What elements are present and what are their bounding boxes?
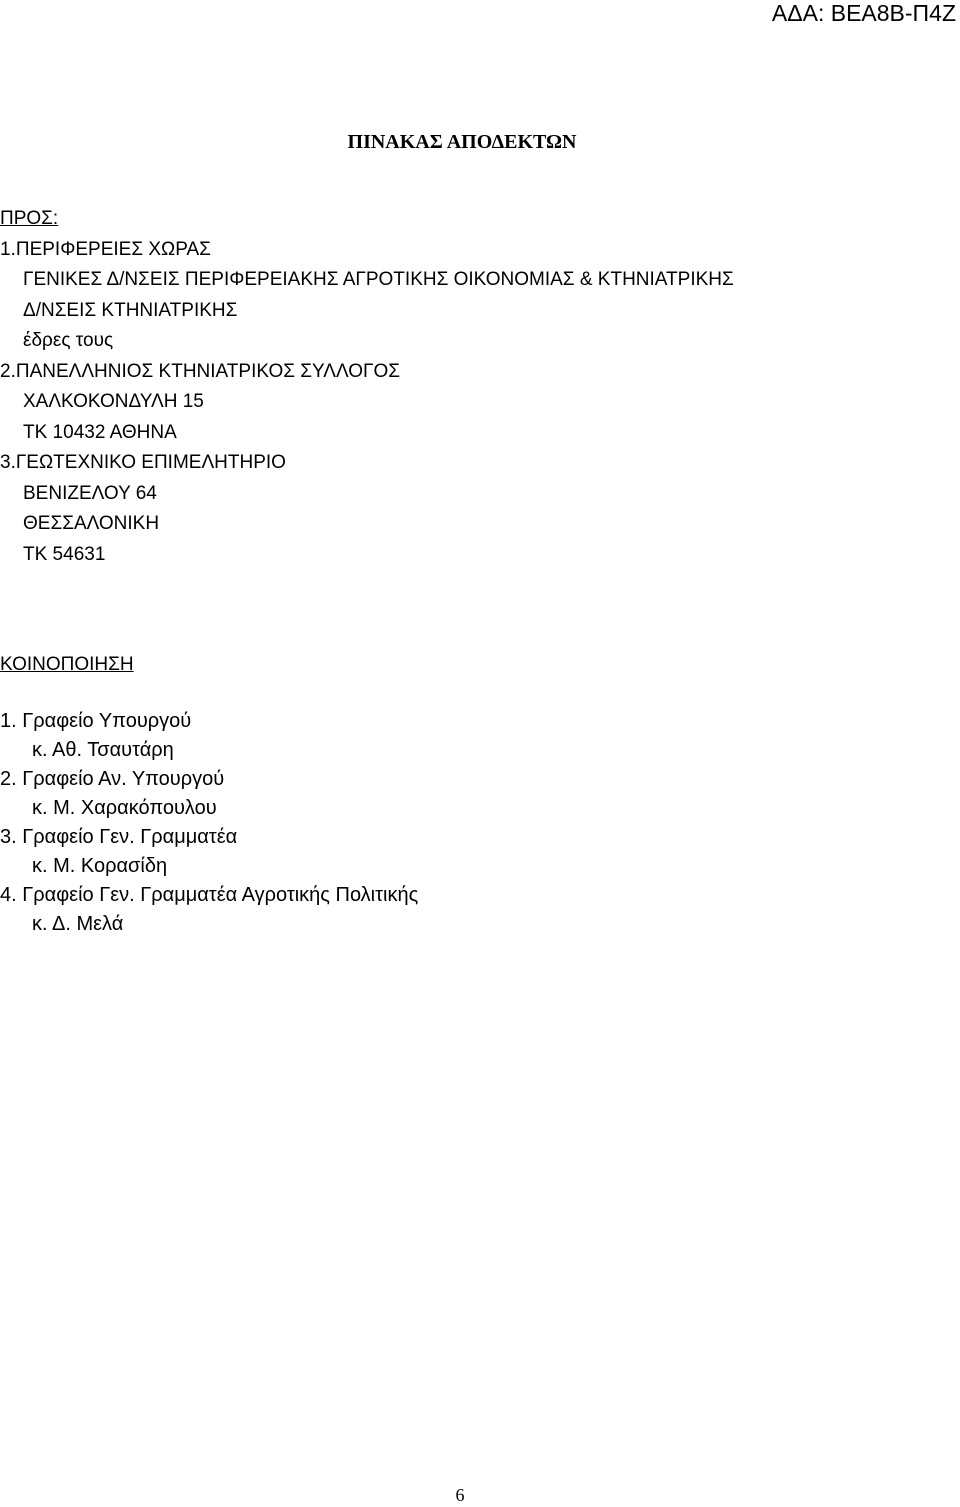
notification-2-office: 2. Γραφείο Αν. Υπουργού [0,768,225,790]
recipient-3-name: 3.ΓΕΩΤΕΧΝΙΚΟ ΕΠΙΜΕΛΗΤΗΡΙΟ [0,452,286,473]
recipient-3-line-2: ΘΕΣΣΑΛΟΝΙΚΗ [23,513,160,534]
notification-1-office: 1. Γραφείο Υπουργού [0,710,192,732]
notification-1-person: κ. Αθ. Τσαυτάρη [32,739,174,761]
recipient-2-line-1: ΧΑΛΚΟΚΟΝΔΥΛΗ 15 [23,391,204,412]
recipients-section [0,204,734,570]
notification-3-office: 3. Γραφείο Γεν. Γραμματέα [0,826,238,848]
document-title: ΠΙΝΑΚΑΣ ΑΠΟΔΕΚΤΩΝ [347,131,577,153]
recipient-1-line-2: Δ/ΝΣΕΙΣ ΚΤΗΝΙΑΤΡΙΚΗΣ [23,299,238,321]
page-number: 6 [455,1485,465,1505]
notification-3-person: κ. Μ. Κορασίδη [32,855,168,877]
notification-2-person: κ. Μ. Χαρακόπουλου [32,797,217,819]
recipient-3-line-3: ΤΚ 54631 [23,543,106,565]
recipient-1-line-1: ΓΕΝΙΚΕΣ Δ/ΝΣΕΙΣ ΠΕΡΙΦΕΡΕΙΑΚΗΣ ΑΓΡΟΤΙΚΗΣ ΟΙΚΟΝΟΜΙΑΣ & ΚΤΗΝΙΑΤΡΙΚΗΣ [23,269,734,290]
notification-4-person: κ. Δ. Μελά [32,913,124,935]
notification-heading: ΚΟΙΝΟΠΟΙΗΣΗ [0,654,134,675]
notification-heading-block [0,650,134,681]
recipient-2-name: 2.ΠΑΝΕΛΛΗΝΙΟΣ ΚΤΗΝΙΑΤΡΙΚΟΣ ΣΥΛΛΟΓΟΣ [0,360,401,382]
recipient-1-line-3: έδρες τους [23,330,114,351]
recipient-3-line-1: ΒΕΝΙΖΕΛΟΥ 64 [23,482,157,504]
recipient-2-line-2: ΤΚ 10432 ΑΘΗΝΑ [23,421,177,443]
recipient-1-name: 1.ΠΕΡΙΦΕΡΕΙΕΣ ΧΩΡΑΣ [0,238,211,260]
notification-4-office: 4. Γραφείο Γεν. Γραμματέα Αγροτικής Πολιτικής [0,884,419,906]
recipients-heading: ΠΡΟΣ: [0,208,59,229]
notification-list [0,707,418,939]
ada-code: ΑΔΑ: ΒΕΑ8Β-Π4Ζ [771,0,956,26]
